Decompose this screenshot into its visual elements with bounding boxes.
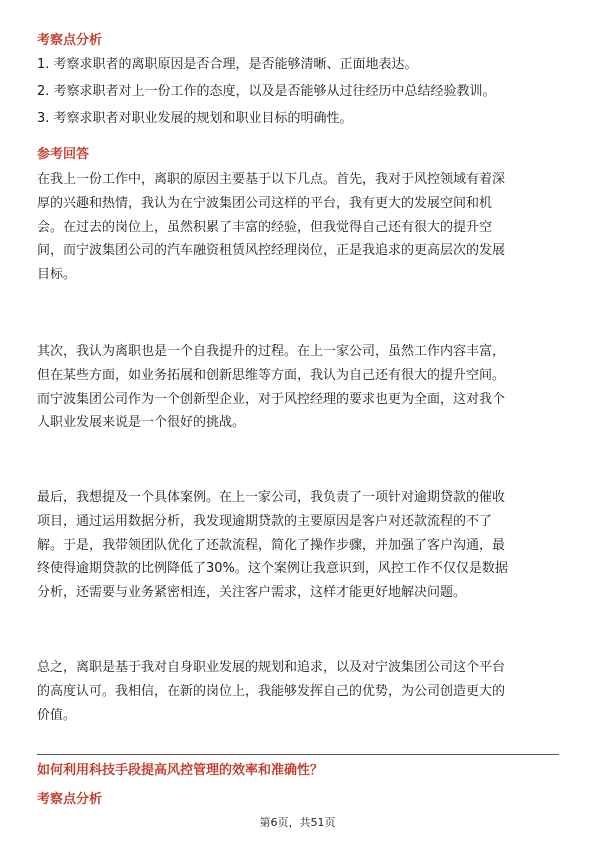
paragraph-line: 目标。 — [37, 267, 77, 283]
section-title-reference-answer: 参考回答 — [37, 147, 90, 162]
paragraph-line: 会。在过去的岗位上，虽然积累了丰富的经验，但我觉得自己还有很大的提升空 — [37, 219, 493, 235]
paragraph-line: 的高度认可。我相信，在新的岗位上，我能够发挥自己的优势，为公司创造更大的 — [37, 683, 506, 699]
paragraph-line: 总之，离职是基于我对自身职业发展的规划和追求，以及对宁波集团公司这个平台 — [37, 660, 506, 675]
list-item: 2. 考察求职者对上一份工作的态度，以及是否能够从过往经历中总结经验教训。 — [37, 84, 496, 99]
answer-paragraph — [37, 340, 559, 435]
page-number: 第6页，共51页 — [259, 816, 336, 829]
answer-paragraph — [37, 656, 559, 727]
paragraph-line: 终使得逾期贷款的比例降低了30%。这个案例让我意识到，风控工作不仅仅是数据 — [37, 561, 508, 577]
paragraph-line: 价值。 — [37, 707, 77, 723]
paragraph-line: 在我上一份工作中，离职的原因主要基于以下几点。首先，我对于风控领域有着深 — [37, 172, 506, 187]
paragraph-line: 而宁波集团公司作为一个创新型企业，对于风控经理的要求也更为全面，这对我个 — [37, 391, 506, 407]
answer-paragraph — [37, 486, 559, 605]
paragraph-line: 间，而宁波集团公司的汽车融资租赁风控经理岗位，正是我追求的更高层次的发展 — [37, 243, 506, 259]
section-title-analysis: 考察点分析 — [37, 792, 103, 807]
next-question-heading: 如何利用科技手段提高风控管理的效率和准确性？ — [37, 763, 324, 778]
paragraph-line: 厚的兴趣和热情，我认为在宁波集团公司这样的平台，我有更大的发展空间和机 — [37, 195, 493, 211]
list-item: 1. 考察求职者的离职原因是否合理，是否能够清晰、正面地表达。 — [37, 57, 418, 72]
paragraph-line: 最后，我想提及一个具体案例。在上一家公司，我负责了一项针对逾期贷款的催收 — [37, 490, 506, 505]
paragraph-line: 分析，还需要与业务紧密相连，关注客户需求，这样才能更好地解决问题。 — [37, 585, 467, 601]
paragraph-line: 其次，我认为离职也是一个自我提升的过程。在上一家公司，虽然工作内容丰富， — [37, 344, 506, 359]
paragraph-line: 人职业发展来说是一个很好的挑战。 — [37, 415, 246, 431]
answer-paragraph — [37, 168, 559, 287]
paragraph-line: 项目，通过运用数据分析，我发现逾期贷款的主要原因是客户对还款流程的不了 — [37, 513, 493, 529]
section-title-analysis: 考察点分析 — [37, 33, 103, 48]
paragraph-line: 但在某些方面，如业务拓展和创新思维等方面，我认为自己还有很大的提升空间。 — [37, 367, 506, 383]
section-divider — [37, 754, 559, 755]
paragraph-line: 解。于是，我带领团队优化了还款流程，简化了操作步骤，并加强了客户沟通，最 — [37, 537, 506, 553]
list-item: 3. 考察求职者对职业发展的规划和职业目标的明确性。 — [37, 111, 353, 126]
